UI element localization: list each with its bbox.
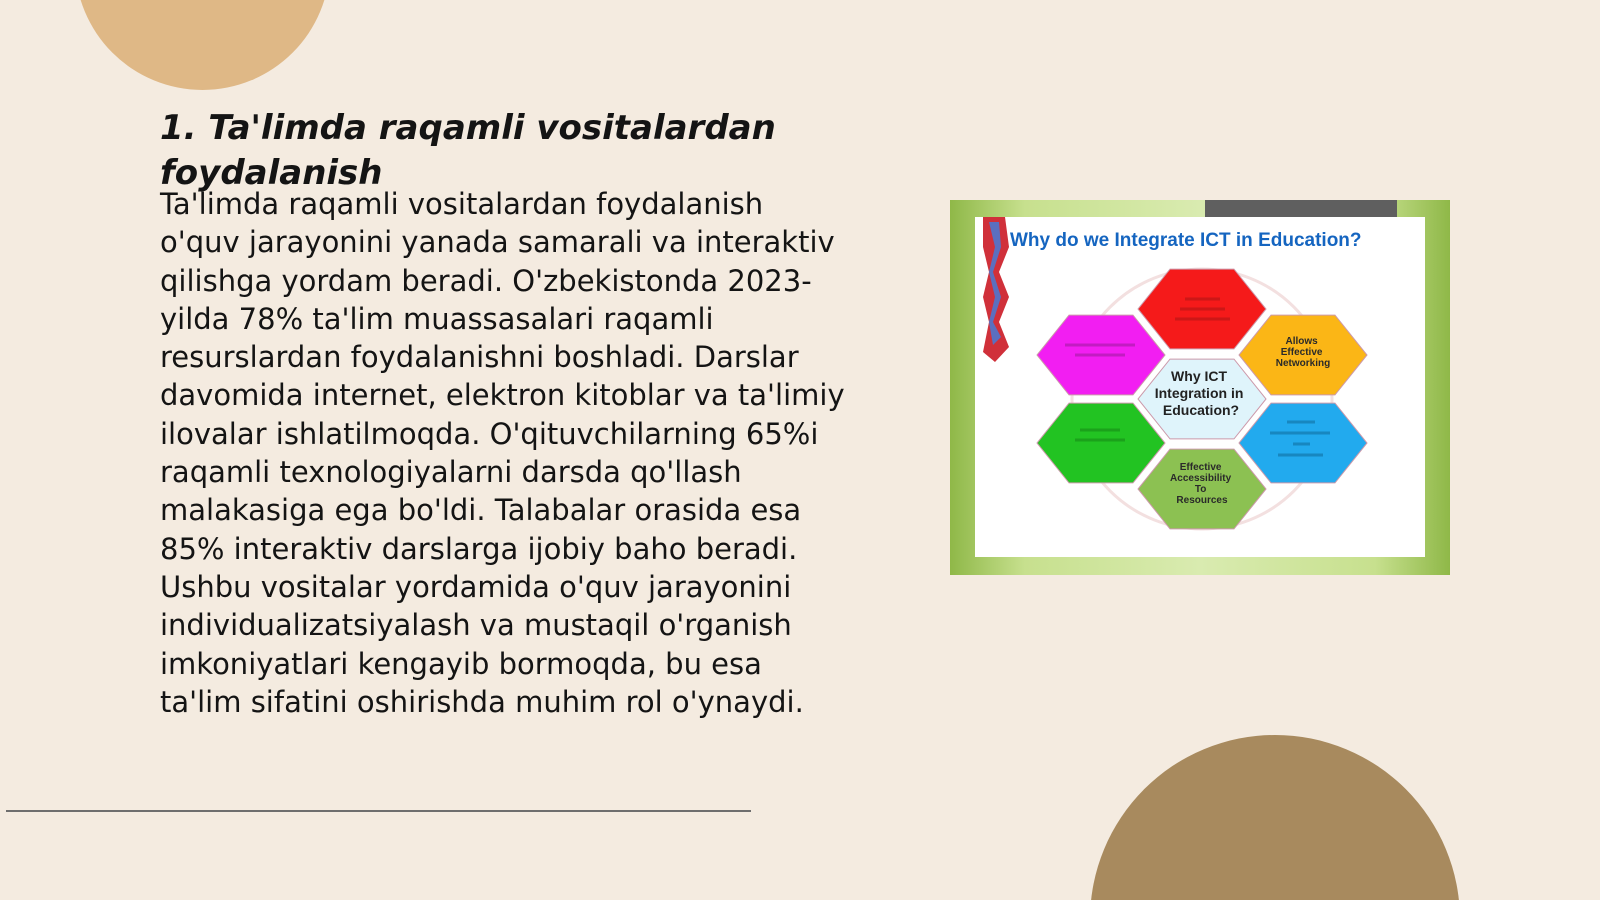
decorative-circle-bottom bbox=[1090, 735, 1460, 900]
ict-infographic bbox=[950, 200, 1450, 575]
slide-body-text: Ta'limda raqamli vositalardan foydalanish o'quv jarayonini yanada samarali va interaktiv qilishga yordam beradi. O'zbekistonda 2023-yilda 78% ta'lim muassasalari raqamli resurslardan foydalanishni boshladi. Darslar davomida internet, elektron kitoblar va ta'limiy ilovalar ishlatilmoqda. O'qituvchilarning 65%i raqamli texnologiyalarni darsda qo'llash malakasiga ega bo'ldi. Talabalar orasida esa 85% interaktiv darslarga ijobiy baho beradi. Ushbu vositalar yordamida o'quv jarayonini individualizatsiyalash va mustaqil o'rganish imkoniyatlari kengayib bormoqda, bu esa ta'lim sifatini oshirishda muhim rol o'ynaydi. bbox=[160, 187, 845, 719]
divider-line bbox=[6, 810, 751, 812]
infographic-panel bbox=[975, 217, 1425, 557]
hexagon-right-top-label: Allows Effective Networking bbox=[1275, 336, 1331, 369]
slide-title: 1. Ta'limda raqamli vositalardan foydalanish bbox=[160, 108, 776, 193]
infographic-heading: Why do we Integrate ICT in Education? bbox=[1010, 230, 1362, 251]
decorative-circle-top bbox=[75, 0, 330, 90]
hexagon-left-bottom bbox=[1037, 403, 1165, 483]
hexagon-bottom-label: Effective Accessibility To Resources bbox=[1170, 462, 1232, 506]
center-label: Why ICT Integration in Education? bbox=[1154, 368, 1244, 418]
infographic-top-bar bbox=[1205, 200, 1397, 217]
hexagon-diagram bbox=[975, 217, 1425, 557]
